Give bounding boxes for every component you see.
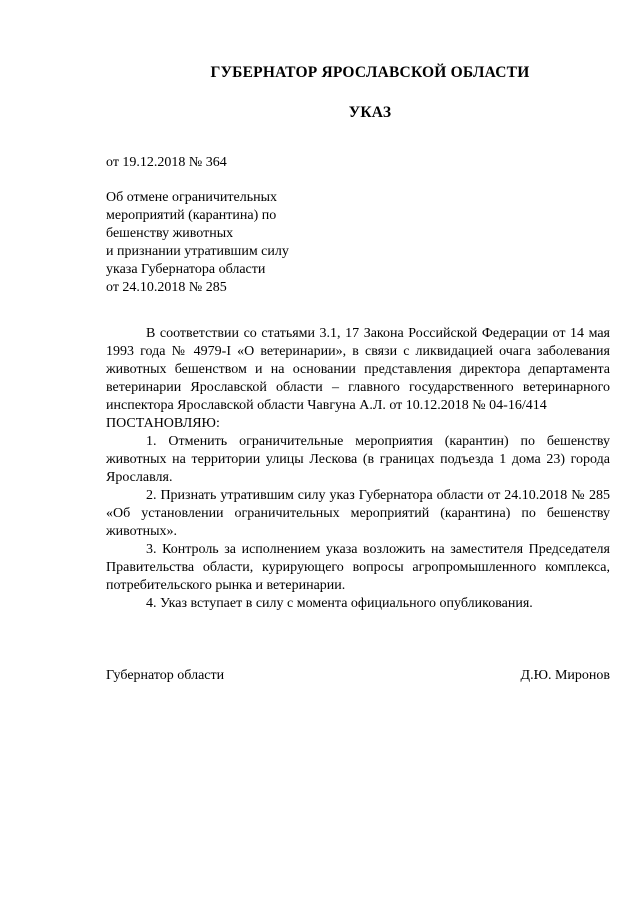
document-subject: [106, 189, 336, 297]
document-body: [106, 325, 610, 613]
subject-line: от 24.10.2018 № 285: [106, 280, 227, 295]
subject-line: и признании утратившим силу: [106, 244, 289, 259]
decree-item-4: 4. Указ вступает в силу с момента официального опубликования.: [146, 596, 533, 611]
subject-line: Об отмене ограничительных: [106, 190, 278, 205]
document-type-heading: УКАЗ: [348, 104, 392, 121]
subject-line: мероприятий (карантина) по: [106, 208, 277, 223]
document-date-number: от 19.12.2018 № 364: [106, 155, 227, 170]
resolve-word: ПОСТАНОВЛЯЮ:: [106, 416, 220, 431]
preamble-paragraph: В соответствии со статьями 3.1, 17 Закона Российской Федерации от 14 мая 1993 года № 4979-I «О ветеринарии», в связи с ликвидацией очага заболевания животных бешенством и на основании представления директора департамента ветеринарии Ярославской области – главного государственного ветеринарного инспектора Ярославской области Чавгуна А.Л. от 10.12.2018 № 04-16/414: [106, 326, 610, 413]
decree-item-2: 2. Признать утратившим силу указ Губернатора области от 24.10.2018 № 285 «Об установлении ограничительных мероприятий (карантина) по бешенству животных».: [106, 488, 610, 539]
signatory-name: Д.Ю. Миронов: [520, 668, 610, 683]
decree-item-1: 1. Отменить ограничительные мероприятия (карантин) по бешенству животных на территории улицы Лескова (в границах подъезда 1 дома 23) города Ярославля.: [106, 434, 610, 485]
subject-line: бешенству животных: [106, 226, 234, 241]
subject-line: указа Губернатора области: [106, 262, 266, 277]
issuing-authority-heading: ГУБЕРНАТОР ЯРОСЛАВСКОЙ ОБЛАСТИ: [210, 64, 530, 81]
signatory-position: Губернатор области: [106, 668, 225, 683]
decree-item-3: 3. Контроль за исполнением указа возложить на заместителя Председателя Правительства области, курирующего вопросы агропромышленного комплекса, потребительского рынка и ветеринарии.: [106, 542, 610, 593]
